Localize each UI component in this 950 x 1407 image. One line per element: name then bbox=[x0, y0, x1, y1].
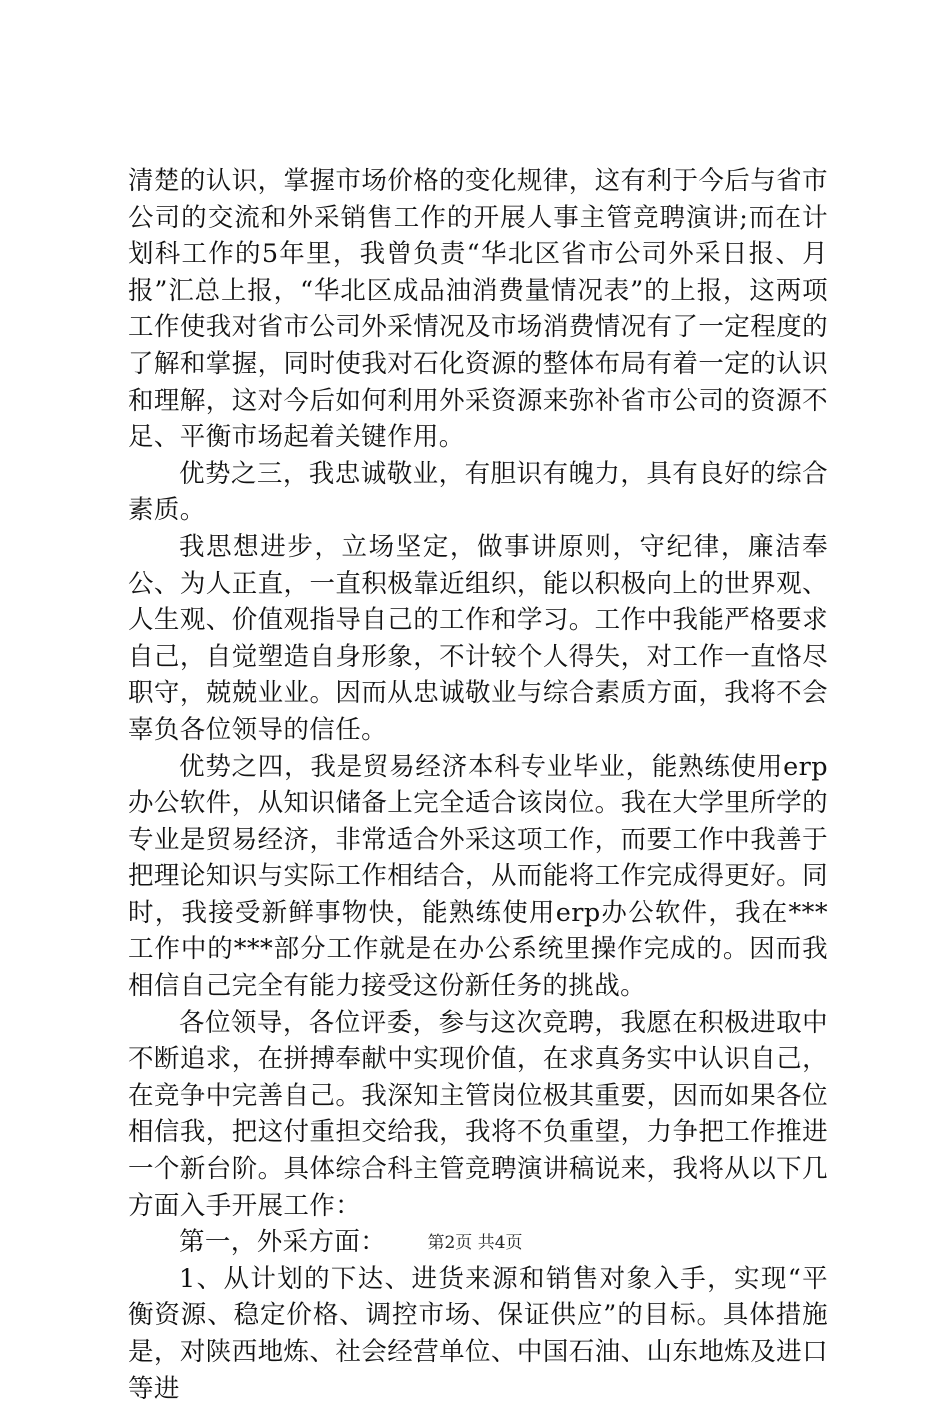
paragraph-1: 清楚的认识，掌握市场价格的变化规律，这有利于今后与省市公司的交流和外采销售工作的开展人事主管竞聘演讲;而在计划科工作的5年里，我曾负责“华北区省市公司外采日报、月报”汇总上报，“华北区成品油消费量情况表”的上报，这两项工作使我对省市公司外采情况及市场消费情况有了一定程度的了解和掌握，同时使我对石化资源的整体布局有着一定的认识和理解，这对今后如何利用外采资源来弥补省市公司的资源不足、平衡市场起着关键作用。 bbox=[128, 166, 828, 453]
page-number-footer: 第2页 共4页 bbox=[427, 1233, 523, 1253]
document-body bbox=[128, 163, 828, 1407]
paragraph-4: 优势之四，我是贸易经济本科专业毕业，能熟练使用erp办公软件，从知识储备上完全适合该岗位。我在大学里所学的专业是贸易经济，非常适合外采这项工作，而要工作中我善于把理论知识与实际工作相结合，从而能将工作完成得更好。同时，我接受新鲜事物快，能熟练使用erp办公软件，我在***工作中的***部分工作就是在办公系统里操作完成的。因而我相信自己完全有能力接受这份新任务的挑战。 bbox=[128, 751, 828, 1002]
paragraph-2: 优势之三，我忠诚敬业，有胆识有魄力，具有良好的综合素质。 bbox=[128, 458, 828, 526]
paragraph-7: 1、从计划的下达、进货来源和销售对象入手，实现“平衡资源、稳定价格、调控市场、保证供应”的目标。具体措施是，对陕西地炼、社会经营单位、中国石油、山东地炼及进口等进 bbox=[128, 1263, 828, 1404]
paragraph-6: 第一，外采方面： bbox=[179, 1227, 387, 1258]
paragraph-5: 各位领导，各位评委，参与这次竞聘，我愿在积极进取中不断追求，在拼搏奉献中实现价值，在求真务实中认识自己，在竞争中完善自己。我深知主管岗位极其重要，因而如果各位相信我，把这付重担交给我，我将不负重望，力争把工作推进一个新台阶。具体综合科主管竞聘演讲稿说来，我将从以下几方面入手开展工作： bbox=[128, 1007, 828, 1221]
paragraph-3: 我思想进步，立场坚定，做事讲原则，守纪律，廉洁奉公、为人正直，一直积极靠近组织，能以积极向上的世界观、人生观、价值观指导自己的工作和学习。工作中我能严格要求自己，自觉塑造自身形象，不计较个人得失，对工作一直恪尽职守，兢兢业业。因而从忠诚敬业与综合素质方面，我将不会辜负各位领导的信任。 bbox=[128, 531, 828, 745]
